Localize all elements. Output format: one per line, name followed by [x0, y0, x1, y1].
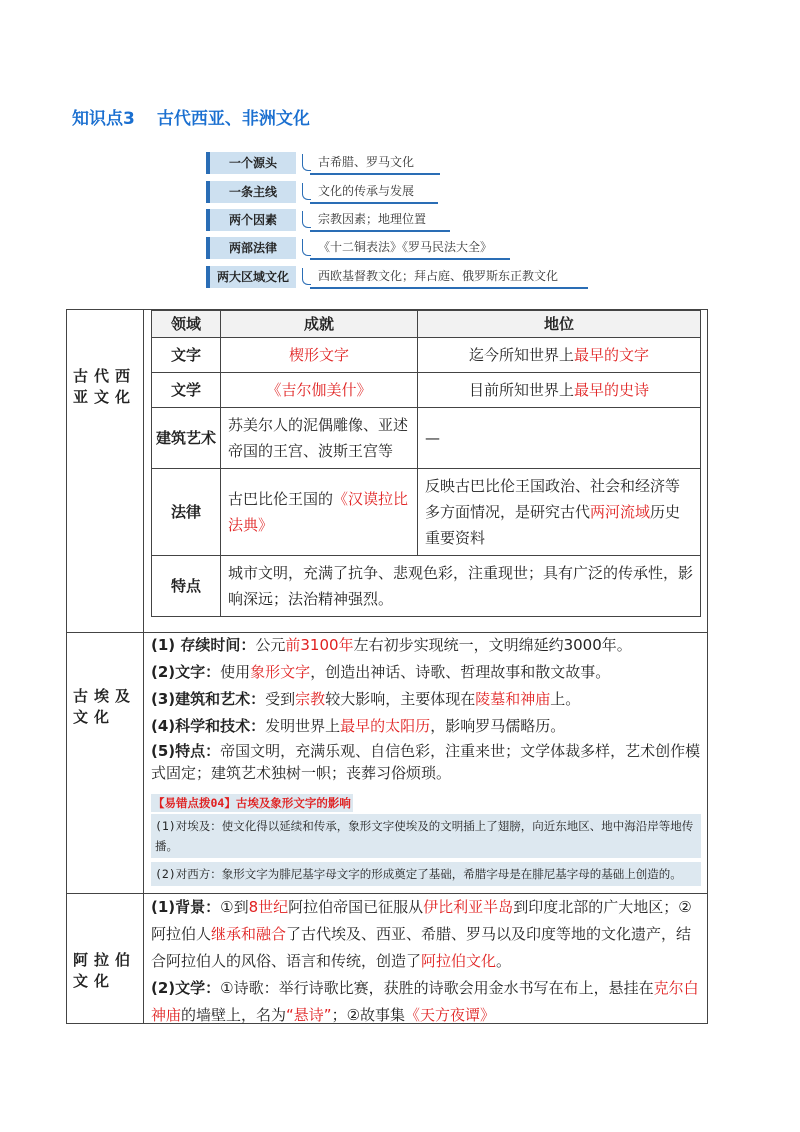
status-cell: 目前所知世界上最早的史诗	[418, 373, 701, 408]
table-row	[152, 408, 701, 469]
summary-label: 两个因素	[206, 209, 296, 231]
egypt-content	[151, 632, 701, 886]
egypt-architecture: (3)建筑和艺术：受到宗教较大影响，主要体现在陵墓和神庙上。	[151, 690, 581, 708]
features-cell: 城市文明，充满了抗争、悲观色彩，注重现世；具有广泛的传承性，影响深远；法治精神强烈。	[221, 556, 701, 617]
summary-value: 古希腊、罗马文化	[318, 155, 415, 169]
summary-value: 宗教因素；地理位置	[318, 212, 427, 226]
table-row	[152, 338, 701, 373]
table-header-row	[152, 311, 701, 338]
tip-block	[151, 792, 701, 886]
summary-label: 两大区域文化	[206, 266, 296, 288]
tip-text-2: (2)对西方：象形文字为腓尼基字母文字的形成奠定了基础，希腊字母是在腓尼基字母的基础上创造的。	[151, 862, 701, 886]
egypt-label: 古埃及文化	[73, 687, 137, 726]
field-cell: 特点	[152, 556, 221, 617]
field-cell: 法律	[152, 469, 221, 556]
summary-value: 西欧基督教文化；拜占庭、俄罗斯东正教文化	[318, 269, 559, 283]
achievement-cell: 苏美尔人的泥偶雕像、亚述帝国的王宫、波斯王宫等	[221, 408, 418, 469]
field-cell: 文字	[152, 338, 221, 373]
summary-label: 一条主线	[206, 181, 296, 203]
egypt-features: (5)特点：帝国文明，充满乐观、自信色彩，注重来世；文学体裁多样，艺术创作模式固定；建筑艺术独树一帜；丧葬习俗烦琐。	[151, 742, 701, 782]
west-asia-table	[151, 310, 701, 617]
status-cell: 反映古巴比伦王国政治、社会和经济等多方面情况，是研究古代两河流域历史重要资料	[418, 469, 701, 556]
status-cell: 迄今所知世界上最早的文字	[418, 338, 701, 373]
heading-title: 古代西亚、非洲文化	[156, 109, 310, 129]
field-cell: 建筑艺术	[152, 408, 221, 469]
west-asia-label: 古代西亚文化	[73, 367, 137, 406]
egypt-section	[66, 632, 708, 894]
egypt-science: (4)科学和技术：发明世界上最早的太阳历，影响罗马儒略历。	[151, 717, 566, 735]
arab-section	[66, 893, 708, 1024]
arab-literature: (2)文学：①诗歌：举行诗歌比赛，获胜的诗歌会用金水书写在布上，悬挂在克尔白神庙的墙壁上，名为“悬诗”；②故事集《天方夜谭》	[151, 979, 699, 1024]
achievement-cell: 古巴比伦王国的《汉谟拉比法典》	[221, 469, 418, 556]
header-status: 地位	[418, 311, 701, 338]
heading-number: 知识点3	[72, 109, 135, 129]
table-row	[152, 469, 701, 556]
table-row	[152, 556, 701, 617]
tip-text-1: (1)对埃及：使文化得以延续和传承，象形文字使埃及的文明插上了翅膀，向近东地区、地中海沿岸等地传播。	[151, 814, 701, 858]
status-cell: —	[418, 408, 701, 469]
achievement-cell: 《吉尔伽美什》	[221, 373, 418, 408]
summary-value: 文化的传承与发展	[318, 184, 415, 198]
table-row	[152, 373, 701, 408]
egypt-duration: (1) 存续时间：公元前3100年左右初步实现统一，文明绵延约3000年。	[151, 636, 632, 654]
summary-label: 两部法律	[206, 237, 296, 259]
achievement-cell: 楔形文字	[221, 338, 418, 373]
egypt-writing: (2)文字：使用象形文字，创造出神话、诗歌、哲理故事和散文故事。	[151, 663, 611, 681]
tip-title: 【易错点拨04】古埃及象形文字的影响	[153, 796, 351, 810]
summary-label: 一个源头	[206, 152, 296, 174]
header-field: 领域	[152, 311, 221, 338]
arab-background: (1)背景：①到8世纪阿拉伯帝国已征服从伊比利亚半岛到印度北部的广大地区；②阿拉伯人继承和融合了古代埃及、西亚、希腊、罗马以及印度等地的文化遗产，结合阿拉伯人的风俗、语言和传统，创造了阿拉伯文化。	[151, 898, 692, 970]
arab-label: 阿拉伯文化	[73, 951, 137, 990]
west-asia-section	[66, 309, 708, 633]
field-cell: 文学	[152, 373, 221, 408]
arab-content	[151, 894, 701, 1029]
summary-value: 《十二铜表法》《罗马民法大全》	[318, 240, 493, 254]
header-achievement: 成就	[221, 311, 418, 338]
section-heading	[72, 104, 310, 129]
